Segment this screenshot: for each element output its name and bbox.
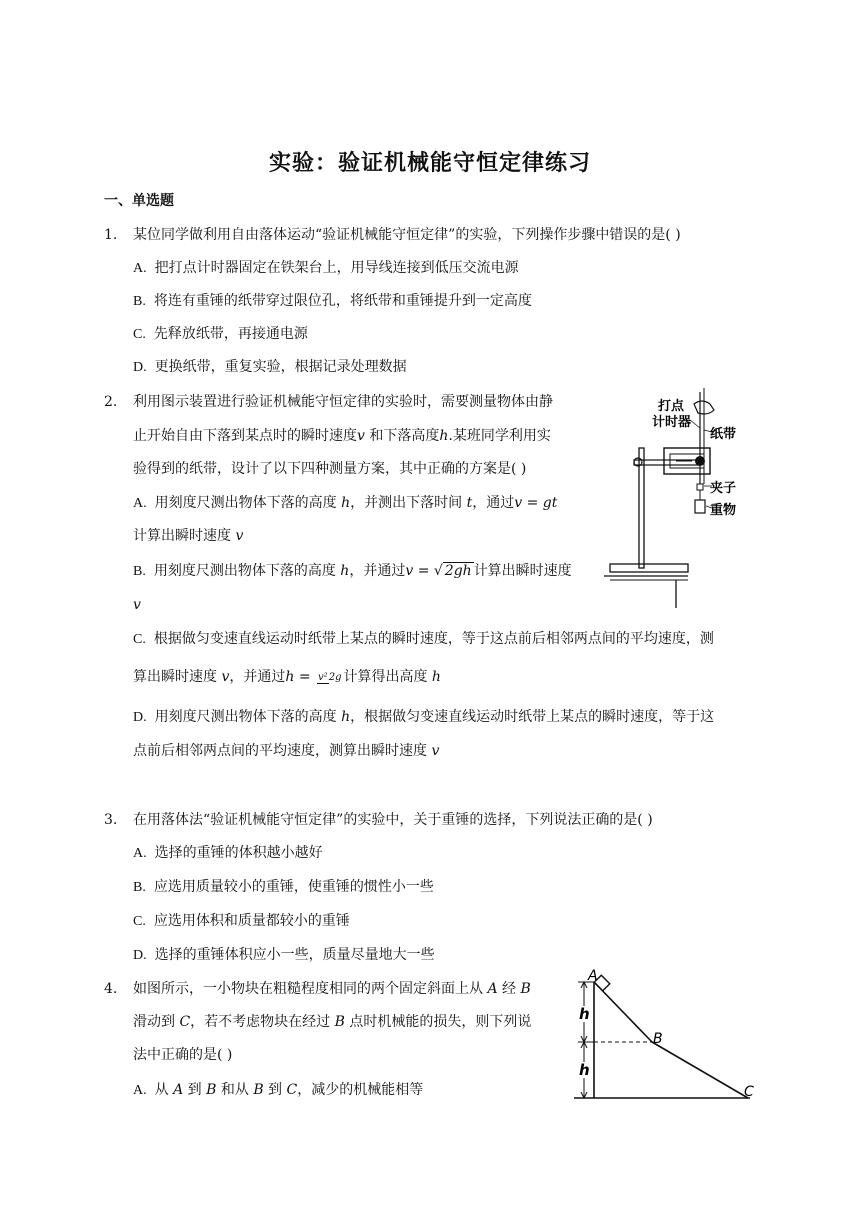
label-point-b: B xyxy=(653,1031,663,1047)
label-clip: 夹子 xyxy=(710,481,737,496)
q2-option-d[interactable]: D. 用刻度尺测出物体下落的高度 h，根据做匀变速直线运动时纸带上某点的瞬时速度，等于这 xyxy=(133,709,715,725)
q4-option-a[interactable]: A. 从 A 到 B 和从 B 到 C，减少的机械能相等 xyxy=(133,1082,424,1098)
option-text: 先释放纸带，再接通电源 xyxy=(153,326,308,342)
q3-number: 3. xyxy=(104,812,118,828)
option-letter: D. xyxy=(133,360,147,375)
q2-stem-line1: 利用图示装置进行验证机械能守恒定律的实验时，需要测量物体由静 xyxy=(133,394,553,410)
option-text: 更换纸带，重复实验，根据记录处理数据 xyxy=(154,359,407,375)
q2-option-b[interactable]: B. 用刻度尺测出物体下落的高度 h，并通过v = √ 2gh 计算出瞬时速度 xyxy=(133,563,572,579)
q4-number: 4. xyxy=(104,981,118,997)
q2-stem-line2: 止开始自由下落到某点时的瞬时速度v 和下落高度h.某班同学利用实 xyxy=(133,428,551,444)
option-letter: C. xyxy=(133,327,146,342)
q1-number: 1. xyxy=(104,227,118,243)
q2-number: 2. xyxy=(104,394,118,410)
label-h1: h xyxy=(579,1005,590,1023)
q3-option-d[interactable]: D. 选择的重锤体积应小一些，质量尽量地大一些 xyxy=(133,947,435,963)
q2-option-c[interactable]: C. 根据做匀变速直线运动时纸带上某点的瞬时速度，等于这点前后相邻两点间的平均速度，测 xyxy=(133,631,714,647)
label-h2: h xyxy=(579,1061,590,1079)
q3-stem: 在用落体法“验证机械能守恒定律”的实验中，关于重锤的选择，下列说法正确的是( ) xyxy=(133,812,653,828)
q2-option-a-line2: 计算出瞬时速度 v xyxy=(133,528,244,544)
label-point-c: C xyxy=(744,1084,754,1100)
fraction: v²2g xyxy=(318,671,342,683)
q1-option-b[interactable] xyxy=(133,292,532,311)
label-tape: 纸带 xyxy=(710,427,737,442)
label-point-a: A xyxy=(588,968,598,984)
formula: v = gt xyxy=(514,495,558,511)
q2-option-d-line2: 点前后相邻两点间的平均速度，测算出瞬时速度 v xyxy=(133,743,440,759)
q3-option-b[interactable]: B. 应选用质量较小的重锤，使重锤的惯性小一些 xyxy=(133,879,434,895)
label-dadian: 打点 xyxy=(658,399,685,414)
option-letter: A. xyxy=(133,261,147,276)
page-title: 实验：验证机械能守恒定律练习 xyxy=(268,151,591,176)
section-heading: 一、单选题 xyxy=(104,193,174,209)
q3-option-a[interactable]: A. 选择的重锤的体积越小越好 xyxy=(133,845,323,861)
option-text: 将连有重锤的纸带穿过限位孔，将纸带和重锤提升到一定高度 xyxy=(153,293,532,309)
sqrt-formula: 2gh xyxy=(444,563,472,579)
q4-stem-line3: 法中正确的是( ) xyxy=(133,1047,233,1063)
q2-stem-line3: 验得到的纸带，设计了以下四种测量方案，其中正确的方案是( ) xyxy=(133,461,527,477)
q1-option-c[interactable] xyxy=(133,325,308,344)
label-weight: 重物 xyxy=(710,503,737,518)
apparatus-figure xyxy=(604,388,737,610)
incline-figure xyxy=(570,966,762,1102)
option-text: 把打点计时器固定在铁架台上，用导线连接到低压交流电源 xyxy=(154,260,519,276)
q1-option-d[interactable] xyxy=(133,358,407,377)
q3-option-c[interactable]: C. 应选用体积和质量都较小的重锤 xyxy=(133,913,350,929)
q4-stem-line2: 滑动到 C，若不考虑物块在经过 B 点时机械能的损失，则下列说 xyxy=(133,1014,532,1030)
q2-option-b-line2: v xyxy=(133,597,141,613)
label-timer: 计时器 xyxy=(652,415,692,430)
option-letter: B. xyxy=(133,294,146,309)
q2-option-a[interactable]: A. 用刻度尺测出物体下落的高度 h，并测出下落时间 t，通过v = gt xyxy=(133,495,558,511)
q4-stem-line1: 如图所示，一小物块在粗糙程度相同的两个固定斜面上从 A 经 B xyxy=(133,981,531,997)
q2-option-c-line2: 算出瞬时速度 v，并通过h = v²2g 计算得出高度 h xyxy=(133,669,441,685)
q1-option-a[interactable] xyxy=(133,259,519,278)
q1-stem: 某位同学做利用自由落体运动“验证机械能守恒定律”的实验，下列操作步骤中错误的是( ) xyxy=(133,227,681,243)
